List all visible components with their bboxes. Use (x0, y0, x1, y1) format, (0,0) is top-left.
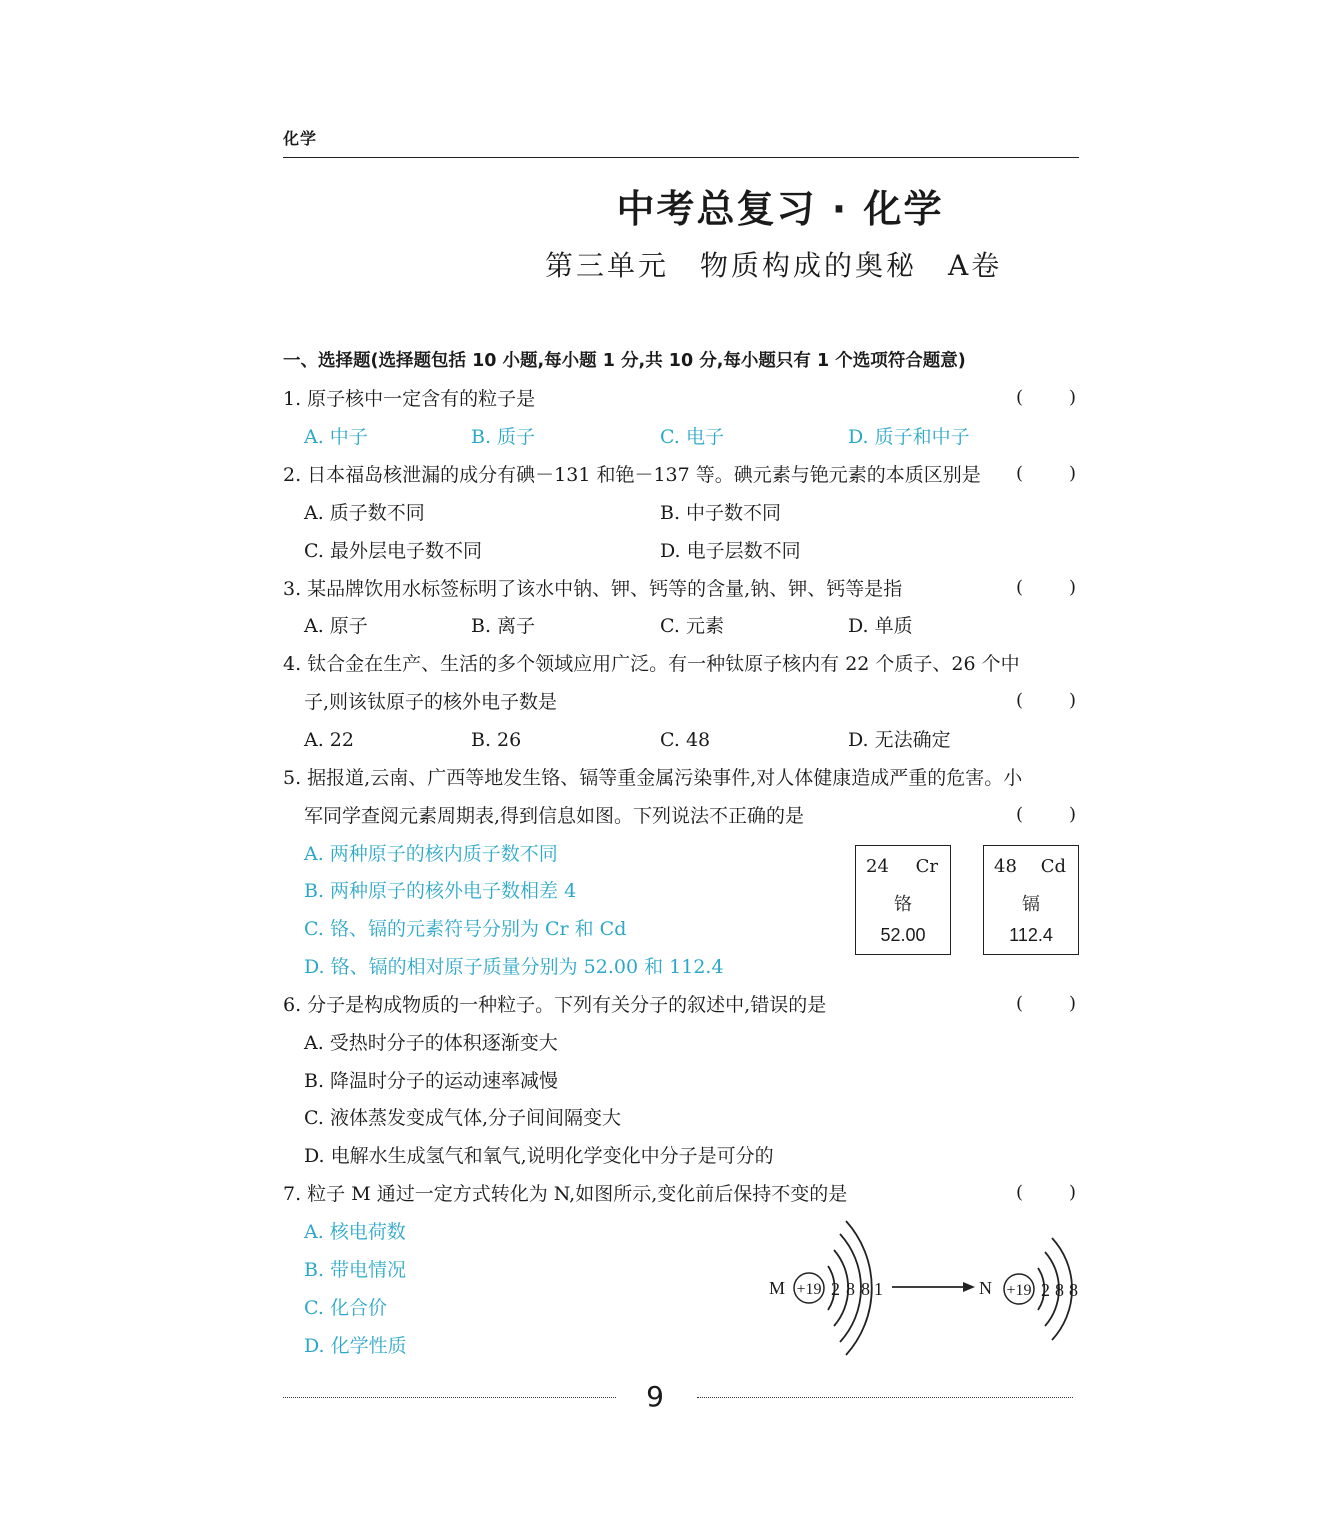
shell-electron-count: 2 (1041, 1280, 1050, 1300)
q7-option-b[interactable]: B. 带电情况 (304, 1259, 407, 1281)
particle-n-diagram (979, 1238, 1078, 1340)
page-title: 中考总复习 · 化学 (616, 187, 944, 231)
q5-option-d[interactable]: D. 铬、镉的相对原子质量分别为 52.00 和 112.4 (304, 956, 724, 978)
answer-blank-4[interactable]: ( ) (1016, 690, 1076, 711)
question-2-stem: 2. 日本福岛核泄漏的成分有碘－131 和铯－137 等。碘元素与铯元素的本质区别是 (283, 464, 981, 486)
particle-n-label: N (979, 1278, 992, 1298)
q4-option-a[interactable]: A. 22 (304, 729, 354, 751)
atom-structure-diagram (760, 1218, 1082, 1358)
q6-option-a[interactable]: A. 受热时分子的体积逐渐变大 (304, 1032, 558, 1054)
section-heading: 一、选择题(选择题包括 10 小题,每小题 1 分,共 10 分,每小题只有 1 个选项符合题意) (283, 351, 966, 371)
q2-option-a[interactable]: A. 质子数不同 (304, 502, 425, 524)
element-symbol: Cd (1040, 856, 1066, 877)
question-4-stem: 4. 钛合金在生产、生活的多个领域应用广泛。有一种钛原子核内有 22 个质子、26 个中 (283, 653, 1020, 675)
q4-option-d[interactable]: D. 无法确定 (848, 729, 951, 751)
shell-electron-count: 1 (874, 1279, 883, 1299)
q5-option-a[interactable]: A. 两种原子的核内质子数不同 (304, 843, 558, 865)
element-symbol: Cr (915, 856, 938, 877)
atomic-mass: 52.00 (880, 925, 926, 945)
atomic-mass: 112.4 (1009, 925, 1053, 945)
q7-option-a[interactable]: A. 核电荷数 (304, 1221, 406, 1243)
header-subject: 化学 (283, 129, 318, 148)
q1-option-b[interactable]: B. 质子 (471, 426, 536, 448)
q4-option-c[interactable]: C. 48 (660, 729, 711, 751)
particle-m-label: M (769, 1278, 786, 1298)
answer-blank-1[interactable]: ( ) (1016, 387, 1076, 408)
q7-option-c[interactable]: C. 化合价 (304, 1297, 387, 1319)
header-rule (283, 157, 1079, 158)
q3-option-c[interactable]: C. 元素 (660, 615, 724, 637)
atomic-number: 24 (866, 856, 889, 877)
footer-dotted-rule-left (283, 1397, 616, 1398)
element-card-chromium (855, 845, 951, 955)
q1-option-c[interactable]: C. 电子 (660, 426, 724, 448)
q2-option-b[interactable]: B. 中子数不同 (660, 502, 782, 524)
page-number: 9 (646, 1380, 664, 1413)
q4-option-b[interactable]: B. 26 (471, 729, 522, 751)
q1-option-d[interactable]: D. 质子和中子 (848, 426, 970, 448)
question-6-stem: 6. 分子是构成物质的一种粒子。下列有关分子的叙述中,错误的是 (283, 994, 827, 1016)
shell-electron-count: 2 (831, 1279, 840, 1299)
element-card-cadmium (983, 845, 1079, 955)
q6-option-c[interactable]: C. 液体蒸发变成气体,分子间间隔变大 (304, 1107, 621, 1129)
footer-dotted-rule-right (697, 1397, 1073, 1398)
shell-electron-count: 8 (846, 1279, 855, 1299)
q3-option-d[interactable]: D. 单质 (848, 615, 913, 637)
question-4-stem-cont: 子,则该钛原子的核外电子数是 (304, 691, 558, 713)
particle-m-diagram (769, 1221, 883, 1355)
answer-blank-2[interactable]: ( ) (1016, 463, 1076, 484)
nucleus-charge: +19 (796, 1281, 822, 1298)
q7-option-d[interactable]: D. 化学性质 (304, 1335, 407, 1357)
nucleus-charge: +19 (1006, 1282, 1032, 1299)
q2-option-d[interactable]: D. 电子层数不同 (660, 540, 801, 562)
answer-blank-7[interactable]: ( ) (1016, 1182, 1076, 1203)
question-1-stem: 1. 原子核中一定含有的粒子是 (283, 388, 536, 410)
question-3-stem: 3. 某品牌饮用水标签标明了该水中钠、钾、钙等的含量,钠、钾、钙等是指 (283, 578, 903, 600)
q3-option-b[interactable]: B. 离子 (471, 615, 536, 637)
shell-electron-count: 8 (861, 1279, 870, 1299)
element-name: 铬 (894, 894, 912, 915)
q2-option-c[interactable]: C. 最外层电子数不同 (304, 540, 482, 562)
q5-option-b[interactable]: B. 两种原子的核外电子数相差 4 (304, 880, 577, 902)
answer-blank-5[interactable]: ( ) (1016, 804, 1076, 825)
shell-electron-count: 8 (1055, 1280, 1064, 1300)
unit-title: 第三单元 物质构成的奥秘 A卷 (545, 249, 1003, 282)
q1-option-a[interactable]: A. 中子 (304, 426, 368, 448)
question-5-stem-cont: 军同学查阅元素周期表,得到信息如图。下列说法不正确的是 (304, 805, 805, 827)
q6-option-d[interactable]: D. 电解水生成氢气和氧气,说明化学变化中分子是可分的 (304, 1145, 774, 1167)
q3-option-a[interactable]: A. 原子 (304, 615, 368, 637)
transform-arrow (892, 1282, 975, 1292)
answer-blank-3[interactable]: ( ) (1016, 577, 1076, 598)
shell-electron-count: 8 (1069, 1280, 1078, 1300)
question-7-stem: 7. 粒子 M 通过一定方式转化为 N,如图所示,变化前后保持不变的是 (283, 1183, 848, 1205)
answer-blank-6[interactable]: ( ) (1016, 993, 1076, 1014)
element-name: 镉 (1022, 894, 1040, 915)
q5-option-c[interactable]: C. 铬、镉的元素符号分别为 Cr 和 Cd (304, 918, 627, 940)
atomic-number: 48 (994, 856, 1017, 877)
question-5-stem: 5. 据报道,云南、广西等地发生铬、镉等重金属污染事件,对人体健康造成严重的危害。小 (283, 767, 1023, 789)
q6-option-b[interactable]: B. 降温时分子的运动速率减慢 (304, 1070, 559, 1092)
